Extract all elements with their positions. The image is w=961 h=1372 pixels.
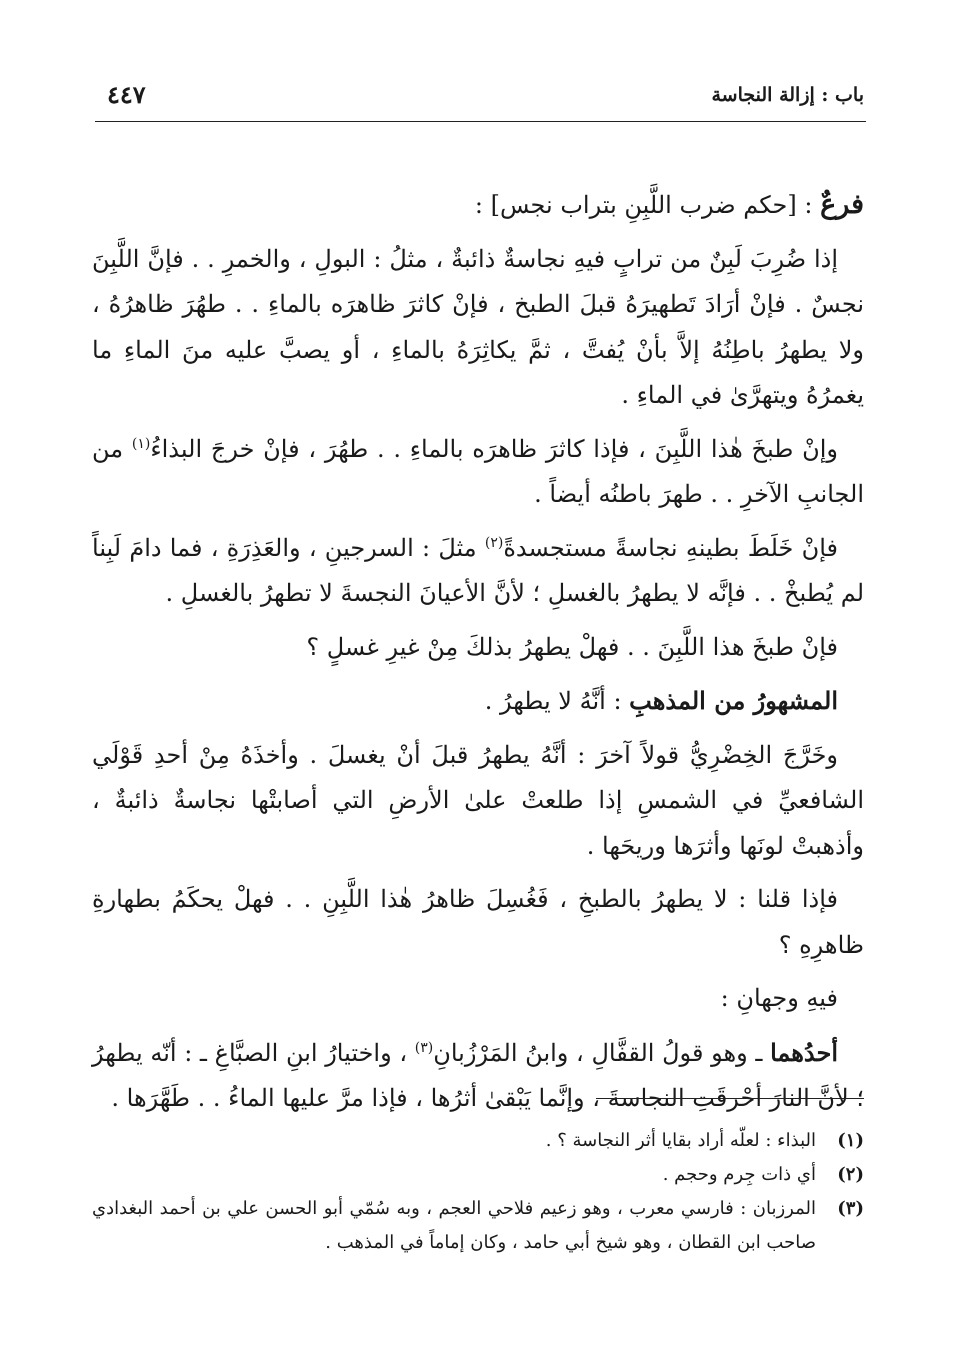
section-heading-title: : [حكم ضرب اللَّبِنِ بتراب نجس] : (474, 191, 821, 219)
paragraph-9-bold-lead: أحدُهما (770, 1037, 839, 1067)
paragraph-4: فإنْ طبخَ هذا اللَّبِنَ . . فهلْ يطهرُ بذلكَ مِنْ غيرِ غسلٍ ؟ (306, 632, 838, 661)
paragraph-5-bold-lead: المشهورُ من المذهبِ (629, 686, 838, 715)
paragraph-6: وخَرَّجَ الخِضْرِيُّ قولاً آخرَ : أنَّهُ يطهرُ قبلَ أنْ يغسلَ . وأخذَهُ مِنْ أحدِ قَوْلَي الشافعيِّ في الشمسِ إذا طلعتْ علىٰ الأرضِ التي أصابتْها نجاسةٌ ذائبةٌ ، وأذهبتْ لونَها وأثرَها وريحَها . (92, 740, 864, 860)
footnote-ref-2[interactable]: (٢) (484, 534, 504, 551)
page-header (95, 78, 866, 118)
paragraph-3 (92, 526, 864, 617)
footnote-ref-3[interactable]: (٣) (414, 1039, 434, 1056)
paragraph-2-text-b: من الجانبِ الآخرِ . . طهرَ باطنُه أيضاً . (92, 434, 864, 508)
paragraph-8: فيهِ وجهانِ : (720, 984, 838, 1012)
footnote-item (92, 1158, 864, 1192)
footnotes (92, 1124, 864, 1260)
footnote-text: البذاء : لعلّه أراد بقايا أثر النجاسة ؟ . (545, 1130, 816, 1151)
paragraph-1: إذا ضُرِبَ لَبِنٌ من ترابٍ فيهِ نجاسةٌ ذائبةٌ ، مثلُ : البولِ ، والخمرِ . . فإنَّ اللَّبِنَ نجسٌ . فإنْ أرَادَ تَطهيرَهُ قبلَ الطبخ ، فإنْ كاثرَ ظاهرَه بالماءِ . . طهُرَ ظاهرُهُ ، ولا يطهرُ باطِنُهُ إلاَّ بأنْ يُفتَّ ، ثمَّ يكاثِرَهُ بالماءِ ، أو يصبَّ عليه منَ الماءِ ما يغمرُهُ ويتهرَّىٰ في الماءِ . (92, 244, 864, 409)
footnote-item (92, 1192, 864, 1260)
main-text (92, 182, 864, 1130)
header-divider (95, 121, 866, 122)
paragraph-2-text-a: وإنْ طبخَ هٰذا اللَّبِنَ ، فإذا كاثرَ ظاهرَه بالماءِ . . طهُرَ ، فإنْ خرجَ البذاءُ (150, 434, 838, 463)
paragraph-9 (92, 1030, 864, 1122)
footnote-number: (٣) (837, 1198, 864, 1219)
section-heading-word: فرعٌ (820, 189, 864, 220)
footnote-divider (596, 1098, 864, 1099)
paragraph-5-rest: : أنَّهُ لا يطهرُ . (484, 687, 630, 715)
footnote-item (92, 1124, 864, 1158)
paragraph-3-text-a: فإنْ خَلَطَ بطينهِ نجاسةً مستجسدةً (503, 533, 839, 562)
footnote-text: أي ذات جِرم وحجم . (662, 1164, 816, 1185)
section-heading (92, 182, 864, 229)
footnote-text: المرزبان : فارسي معرب ، وهو زعيم فلاحي العجم ، وبه سُمّي أبو الحسن علي بن أحمد البغدادي صاحب ابن القطان ، وهو شيخ أبي حامد ، وكان إماماً في المذهب . (92, 1198, 816, 1253)
paragraph-5 (92, 678, 864, 725)
paragraph-9-text-a: ـ وهو قولُ القفَّالِ ، وابنُ المَرْزُبانِ (433, 1038, 771, 1067)
paragraph-3-text-b: مثلَ : السرجينِ ، والعَذِرَةِ ، فما دامَ لَبِناً لم يُطبخْ . . فإنَّه لا يطهرُ بالغسلِ ؛ لأنَّ الأعيانَ النجسةَ لا تطهرُ بالغسلِ . (92, 533, 864, 607)
page-number: ٤٤٧ (107, 80, 146, 109)
running-title: باب : إزالة النجاسة (711, 84, 864, 106)
footnote-number: (١) (837, 1130, 864, 1151)
paragraph-2 (92, 427, 864, 518)
footnote-ref-1[interactable]: (١) (131, 435, 151, 452)
paragraph-7: فإذا قلنا : لا يطهرُ بالطبخِ ، فَغُسِلَ ظاهرُ هٰذا اللَّبِنِ . . فهلْ يحكَمُ بطهارةِ ظاهرِهِ ؟ (92, 885, 864, 959)
footnote-number: (٢) (837, 1164, 864, 1185)
paragraph-9-text-b: ، واختيارُ ابنِ الصبَّاغِ ـ : أنّه يطهرُ ؛ لأنَّ النارَ أحْرقَتِ النجاسةَ ، وإنَّما يَبْقىٰ أثرُها ، فإذا مرَّ عليها الماءُ . . طَهَّرَها . (92, 1038, 864, 1112)
